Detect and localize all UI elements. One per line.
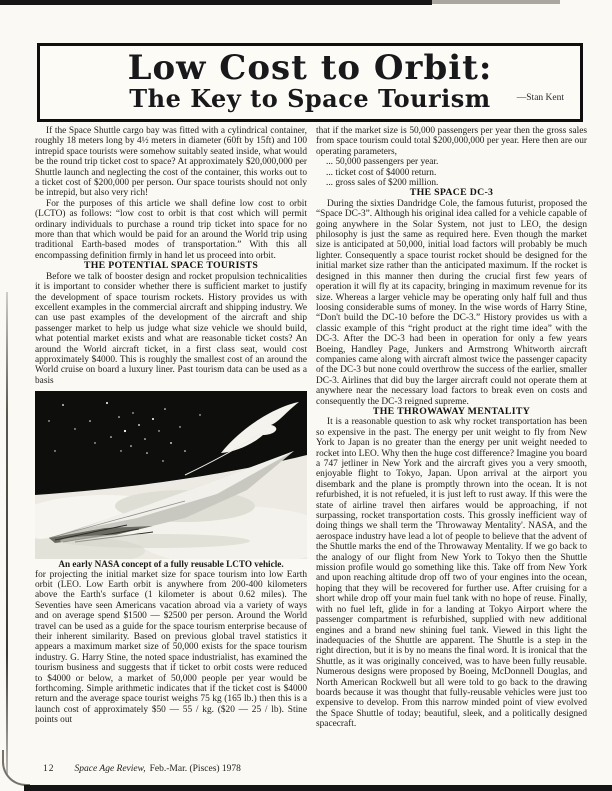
scan-artifact-spine-line [6,292,8,775]
heading-space-dc3: THE SPACE DC-3 [409,187,494,199]
page-number: 12 [43,764,55,774]
issue-date: Feb.-Mar. (Pisces) 1978 [149,764,241,774]
list-item-ticket-cost: ... ticket cost of $4000 return. [326,167,437,178]
paragraph-throwaway-mentality: It is a reasonable question to ask why rocket transportation has been so expensive in the past. The energy per unit weight to fly from New York to Japan is no greater than the energy per unit weight needed to rocket into LEO. Why then the huge cost difference? Imagine you board a 747 jetliner in New York and the aircraft gives you a very smooth, enjoyable flight to Tokyo, Japan. Upon arrival at the airport you disembark and the plane is promptly thrown into the ocean. It is not refurbished, it is not refueled, it is just left to rust away. If this were the state of airline travel then airfares would be approaching, if not surpassing, rocket transportation costs. This grossly inefficient way of doing things we shall term the 'Throwaway Mentality'. NASA, and the aerospace industry have lead a lot of people to believe that the advent of the Shuttle marks the end of the Throwaway Mentality. If we go back to the analogy of our flight from New York to Tokyo then the Shuttle mission profile would go something like this. Take off from New York and upon reaching altitude drop off two of your engines into the ocean, hoping that they will be recovered for further use. After cruising for a short while drop off your main fuel tank with no hope of reuse. Finally, with no fuel left, glide in for a landing at Tokyo Airport where the passenger compartment is refurbished, supplied with new additional engines and a brand new shining fuel tank. Viewed in this light the inadequacies of the Shuttle are apparent. The Shuttle is a step in the right direction, but it is by no means the final word. It is ironical that the Shuttle, as it was originally conceived, was to have been fully reusable. Numerous designs were proposed by Boeing, McDonnell Douglas, and North American Rockwell but all were told to go back to the drawing boards because it was thought that fully-reusable vehicles were just too expensive to develop. From this narrow minded point of view evolved the Space Shuttle of today; beautiful, sleek, and a politically designed spacecraft. [316,417,587,730]
article-byline: —Stan Kent [516,93,564,103]
scan-artifact-top-bar-light [432,0,560,4]
left-column [35,126,307,730]
article-subtitle: The Key to Space Tourism [129,84,491,113]
paragraph-market-history: Before we talk of booster design and rocket propulsion technicalities it is important to consider whether there is sufficient market to justify the development of space tourism rockets. History provides us with excellent examples in the commercial aircraft and shipping industry. We can use past examples of the development of the aircraft and ship passenger market to help us judge what size vehicle we should build, what potential market exists and what are reasonable ticket costs? An around the World aircraft ticket, in a first class seat, would cost approximately $4000. This is roughly the smallest cost of an around the World cruise on board a luxury liner. Past tourism data can be used as a basis [35,271,307,386]
scan-artifact-page-curl [2,750,30,786]
paragraph-lcto-definition: For the purposes of this article we shall define low cost to orbit (LCTO) as follows: “low cost to orbit is that cost which will permit ordinary individuals to purchase a round trip ticket into space for no more than that which would be paid for an around the World trip using traditional Earth-based modes of transportation.” With this all encompassing definition firmly in hand let us proceed into orbit. [35,198,307,261]
spacecraft-illustration [35,391,307,559]
scan-artifact-bottom-bar [24,785,612,791]
article-title-box [37,43,583,122]
paragraph-shuttle-cargo-bay: If the Space Shuttle cargo bay was fitted with a cylindrical container, roughly 18 meters long by 4½ meters in diameter (60ft by 15ft) and 100 intrepid space tourists were somehow suitably seated inside, what would be the round trip ticket cost to space? At approximately $20,000,000 per Shuttle launch and neglecting the cost of the container, this works out to a ticket cost of $200,000 per person. Our space tourists should not only be intrepid, but also very rich! [35,126,307,199]
article-body [35,126,587,730]
journal-name: Space Age Review, [74,764,146,774]
page-footer [43,764,241,774]
paragraph-space-dc3: During the sixties Dandridge Cole, the famous futurist, proposed the “Space DC-3”. Although his original idea called for a vehicle capable of going anywhere in the Solar System, not just to LEO, the design philosophy is just the same as required here. Even though the market size is anticipated at 50,000, initial load factors will probably be much lighter. Consequently a space tourist rocket should be designed for the initial market size rather than the anticipated maximum. If the rocket is designed in this manner then during the crucial first few years of operation it will fly at its capacity, bringing in maximum revenue for its size. Whereas a larger vehicle may be operating only half full and thus loosing considerable sums of money. In the wise words of Harry Stine, “Don't build the DC-10 before the DC-3.” History provides us with a classic example of this “right product at the right time idea” with the DC-3. After the DC-3 had been in operation for only a few years Boeing, Handley Page, Junkers and Armstrong Whitworth aircraft companies came along with aircraft almost twice the passenger capacity of the DC-3 but none could overthrow the success of the earlier, smaller DC-3. Airlines that did buy the larger aircraft could not operate them at anywhere near the necessary load factors to break even on costs and consequently the DC-3 reigned supreme. [316,198,587,407]
scan-artifact-top-bar [0,0,432,5]
paragraph-market-projection: for projecting the initial market size for space tourism into low Earth orbit (LEO. Low Earth orbit is anywhere from 200-400 kilometers above the Earth's surface (1 kilometer is about 0.62 miles). The Seventies have seen Americans vacation abroad via a variety of ways and on average spend $1500 — $2500 per person. Around the World travel can be used as a guide for the space tourism enterprise because of their inherent similarity. Based on previous global travel statistics it appears a maximum market size of 50,000 exists for the space tourism industry. G. Harry Stine, the noted space industrialist, has examined the tourism business and suggests that if ticket to orbit costs were reduced to $4000 or below, a market of 50,000 people per year would be forthcoming. Simple arithmetic indicates that if the ticket cost is $4000 return and the average space tourist weighs 75 kg (165 lb.) then this is a launch cost of approximately $50 — 55 / kg. ($20 — 25 / lb). Stine points out [35,569,307,726]
right-column [316,126,587,730]
heading-throwaway-mentality: THE THROWAWAY MENTALITY [372,405,531,417]
heading-potential-space-tourists: THE POTENTIAL SPACE TOURISTS [83,260,259,272]
photo-caption: An early NASA concept of a fully reusable LCTO vehicle. [58,559,284,570]
list-item-gross-sales: ... gross sales of $200 million. [326,178,439,189]
lcto-vehicle-photo [35,391,307,559]
paragraph-gross-sales: that if the market size is 50,000 passengers per year then the gross sales from space tourism could total $200,000,000 per year. Here then are our operating parameters, [316,126,587,157]
list-item-passengers: ... 50,000 passengers per year. [326,157,439,168]
article-title: Low Cost to Orbit: [127,48,493,88]
